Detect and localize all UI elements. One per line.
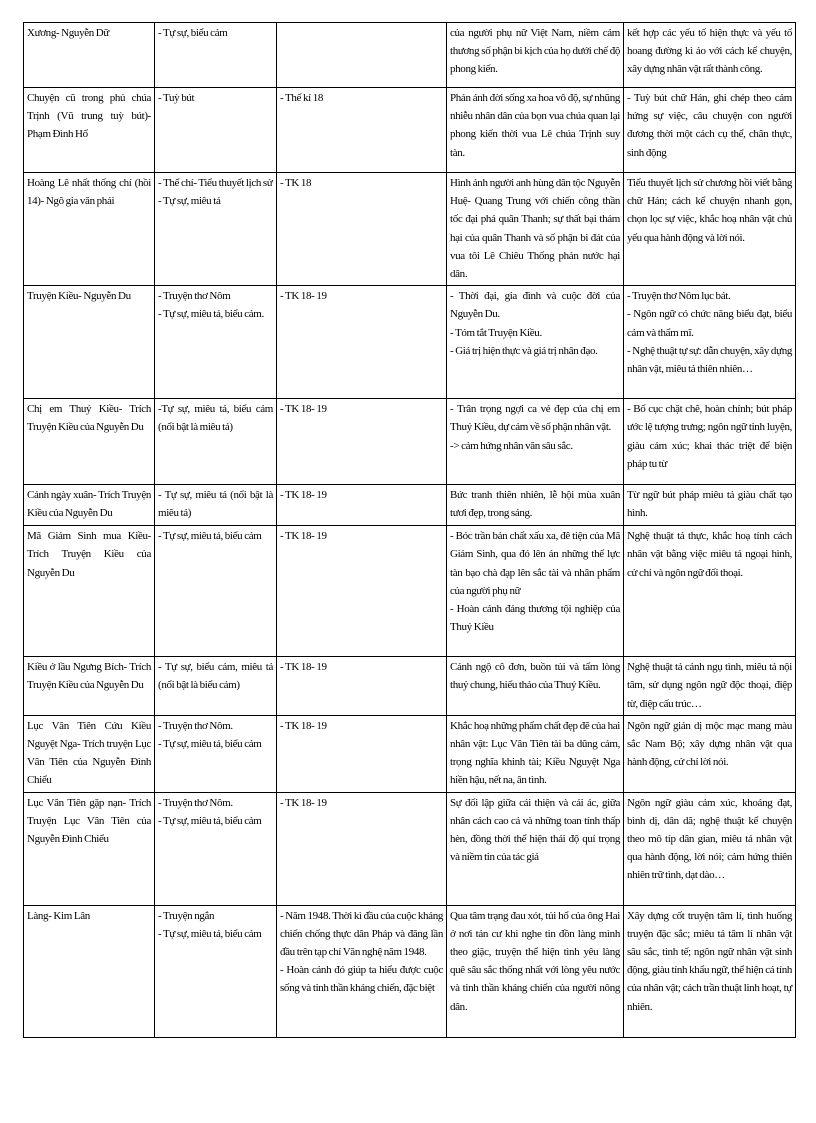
cell-text-line: - TK 18- 19 (280, 489, 327, 502)
work-title-cell (24, 905, 155, 1037)
genre-mode-cell (155, 526, 277, 657)
cell-text-line: - Tự sự, miêu tả, biểu cảm (158, 814, 262, 827)
cell-text-line: - Truyện ngắn (158, 909, 215, 922)
cell-text-line: - Tự sự, miêu tả, biểu cảm (158, 530, 262, 543)
genre-mode-cell (155, 905, 277, 1037)
work-title-cell (24, 399, 155, 485)
cell-text-line: Mã Giám Sinh mua Kiều- Trích Truyện Kiều của Nguyễn Du (27, 530, 151, 579)
content-cell (447, 23, 624, 88)
cell-text-line: Làng- Kim Lân (27, 909, 90, 922)
art-cell (624, 485, 796, 526)
cell-text-line: Ngôn ngữ giàu cảm xúc, khoáng đạt, bình dị, dân dã; nghệ thuật kể chuyện theo mô típ dân gian, miêu tả nhân vật qua hành động, lời nói; cảm hứng thiên nhiên trữ tình, dạt dào… (627, 796, 792, 882)
period-cell (277, 173, 447, 286)
cell-text-line: - Truyện thơ Nôm lục bát. (627, 290, 731, 303)
genre-mode-cell (155, 657, 277, 716)
content-cell (447, 715, 624, 792)
table-row (24, 792, 796, 905)
art-cell (624, 526, 796, 657)
cell-text-line: - TK 18- 19 (280, 403, 327, 416)
genre-mode-cell (155, 88, 277, 173)
art-cell (624, 657, 796, 716)
work-title-cell (24, 657, 155, 716)
work-title-cell (24, 88, 155, 173)
cell-text-line: - Truyện thơ Nôm. (158, 719, 233, 732)
cell-text-line: Tiểu thuyết lịch sử chương hồi viết bằng chữ Hán; cách kể chuyện nhanh gọn, chọn lọc sự việc, khắc hoạ nhân vật chủ yếu qua hành động và lời nói. (627, 177, 792, 244)
cell-text-line: - TK 18- 19 (280, 290, 327, 303)
content-cell (447, 657, 624, 716)
cell-text-line: Cảnh ngộ cô đơn, buồn tủi và tấm lòng thuỷ chung, hiếu thảo của Thuý Kiều. (450, 661, 620, 692)
cell-text-line: - TK 18- 19 (280, 661, 327, 674)
genre-mode-cell (155, 173, 277, 286)
content-cell (447, 905, 624, 1037)
cell-text-line: - Trân trọng ngợi ca vẻ đẹp của chị em Thuý Kiều, dự cảm về số phận nhân vật. (450, 403, 620, 434)
content-cell (447, 485, 624, 526)
period-cell (277, 905, 447, 1037)
genre-mode-cell (155, 485, 277, 526)
cell-text-line: - Thể chí- Tiểu thuyết lịch sử (158, 177, 273, 189)
cell-text-line: Chuyện cũ trong phủ chúa Trịnh (Vũ trung tuỳ bút)- Phạm Đình Hổ (27, 92, 151, 141)
cell-text-line: - Tự sự, miêu tả, biểu cảm (158, 738, 262, 751)
period-cell (277, 286, 447, 399)
table-row (24, 286, 796, 399)
art-cell (624, 792, 796, 905)
cell-text-line: - Thế kỉ 18 (280, 92, 324, 104)
cell-text-line: -> cảm hứng nhân văn sâu sắc. (450, 439, 573, 452)
cell-text-line: - Tóm tắt Truyện Kiều. (450, 326, 542, 339)
table-body (24, 23, 796, 1038)
cell-text-line: - Tự sự, biểu cảm, miêu tả (nổi bật là biểu cảm) (158, 661, 273, 692)
cell-text-line: Nghệ thuật tả thực, khắc hoạ tính cách nhân vật bằng việc miêu tả ngoại hình, cử chỉ và ngôn ngữ đối thoại. (627, 530, 792, 579)
cell-text-line: - TK 18 (280, 177, 312, 189)
table-row (24, 485, 796, 526)
cell-text-line: - Bố cục chặt chẽ, hoàn chỉnh; bút pháp ước lệ tượng trưng; ngôn ngữ tinh luyện, giàu cảm xúc; khai thác triệt để biện pháp tu từ (627, 403, 792, 470)
table-row (24, 23, 796, 88)
cell-text-line: Sự đối lập giữa cái thiện và cái ác, giữa nhân cách cao cả và những toan tính thấp hèn, đồng thời thể hiện thái độ quí trọng và niềm tin của tác giả (450, 796, 620, 864)
literature-summary-table (23, 22, 796, 1038)
genre-mode-cell (155, 23, 277, 88)
cell-text-line: - Tuỳ bút (158, 92, 195, 104)
cell-text-line: - Tự sự, biểu cảm (158, 27, 228, 39)
cell-text-line: - Ngôn ngữ có chức năng biểu đạt, biểu cảm và thẩm mĩ. (627, 308, 792, 339)
cell-text-line: - Truyện thơ Nôm (158, 290, 231, 303)
cell-text-line: -Tự sự, miêu tả, biểu cảm (nổi bật là miêu tả) (158, 403, 273, 434)
cell-text-line: Khắc hoạ những phẩm chất đẹp đẽ của hai nhân vật: Lục Vân Tiên tài ba dũng cảm, trọng nghĩa khinh tài; Kiều Nguyệt Nga hiền hậu, nết na, ân tình. (450, 719, 620, 787)
work-title-cell (24, 715, 155, 792)
table-row (24, 657, 796, 716)
period-cell (277, 88, 447, 173)
cell-text-line: - Tự sự, miêu tả (158, 195, 221, 208)
cell-text-line: - Tuỳ bút chữ Hán, ghi chép theo cảm hứng sự việc, câu chuyện con người đương thời một cách cụ thể, chân thực, sinh động (627, 92, 792, 159)
cell-text-line: Cảnh ngày xuân- Trích Truyện Kiều của Nguyễn Du (27, 489, 151, 520)
content-cell (447, 526, 624, 657)
work-title-cell (24, 173, 155, 286)
art-cell (624, 173, 796, 286)
content-cell (447, 286, 624, 399)
cell-text-line: - TK 18- 19 (280, 530, 327, 543)
cell-text-line: Kiều ở lầu Ngưng Bích- Trích Truyện Kiều của Nguyễn Du (27, 661, 151, 692)
cell-text-line: - Tự sự, miêu tả (nổi bật là miêu tả) (158, 489, 273, 520)
genre-mode-cell (155, 715, 277, 792)
cell-text-line: Xây dựng cốt truyện tâm lí, tình huống truyện đặc sắc; miêu tả tâm lí nhân vật sâu sắc, tinh tế; ngôn ngữ nhân vật sinh động, giàu tính khẩu ngữ, thể hiện cá tính của nhân vật; cách trần thuật linh hoạt, tự nhiên. (627, 909, 792, 1013)
cell-text-line: - Thời đại, gia đình và cuộc đời của Nguyễn Du. (450, 290, 620, 321)
work-title-cell (24, 286, 155, 399)
cell-text-line: - Tự sự, miêu tả, biểu cảm. (158, 308, 264, 321)
cell-text-line: Từ ngữ bút pháp miêu tả giàu chất tạo hình. (627, 489, 792, 520)
table-row (24, 905, 796, 1037)
period-cell (277, 526, 447, 657)
content-cell (447, 399, 624, 485)
cell-text-line: Lục Vân Tiên Cứu Kiều Nguyệt Nga- Trích truyện Lục Vân Tiên của Nguyễn Đình Chiểu (27, 719, 151, 787)
cell-text-line: - Giá trị hiện thực và giá trị nhân đạo. (450, 344, 598, 357)
period-cell (277, 715, 447, 792)
table-row (24, 399, 796, 485)
cell-text-line: Hình ảnh người anh hùng dân tộc Nguyễn Huệ- Quang Trung với chiến công thần tốc đại phá quân Thanh; sự thất bại thảm hại của quân Thanh và số phận bi đát của vua tôi Lê Chiêu Thống phản nước hại dân. (450, 177, 620, 281)
art-cell (624, 88, 796, 173)
genre-mode-cell (155, 399, 277, 485)
work-title-cell (24, 526, 155, 657)
cell-text-line: - Năm 1948. Thời kì đầu của cuộc kháng chiến chống thực dân Pháp và đăng lần đầu trên tạp chí Văn nghệ năm 1948. (280, 909, 443, 959)
cell-text-line: kết hợp các yếu tố hiện thực và yếu tố hoang đường kì ảo với cách kể chuyện, xây dựng nhân vật rất thành công. (627, 27, 792, 76)
content-cell (447, 792, 624, 905)
cell-text-line: - TK 18- 19 (280, 796, 327, 809)
work-title-cell (24, 485, 155, 526)
cell-text-line: của người phụ nữ Việt Nam, niềm cảm thương số phận bi kịch của họ dưới chế độ phong kiến. (450, 27, 620, 76)
table-row (24, 526, 796, 657)
cell-text-line: - Tự sự, miêu tả, biểu cảm (158, 927, 262, 940)
art-cell (624, 23, 796, 88)
art-cell (624, 399, 796, 485)
period-cell (277, 485, 447, 526)
cell-text-line: Phản ánh đời sống xa hoa vô độ, sự nhũng nhiễu nhân dân của bọn vua chúa quan lại phong kiến thời vua Lê chúa Trịnh suy tàn. (450, 92, 620, 159)
cell-text-line: - Hoàn cảnh đáng thương tội nghiệp của Thuý Kiều (450, 603, 620, 634)
cell-text-line: - Truyện thơ Nôm. (158, 796, 233, 809)
period-cell (277, 657, 447, 716)
table-row (24, 88, 796, 173)
cell-text-line: Xương- Nguyễn Dữ (27, 27, 110, 39)
genre-mode-cell (155, 286, 277, 399)
cell-text-line: - TK 18- 19 (280, 719, 327, 732)
cell-text-line: Chị em Thuý Kiều- Trích Truyện Kiều của Nguyễn Du (27, 403, 151, 434)
table-row (24, 173, 796, 286)
content-cell (447, 88, 624, 173)
art-cell (624, 715, 796, 792)
cell-text-line: Qua tâm trạng đau xót, tủi hổ của ông Hai ở nơi tản cư khi nghe tin đồn làng mình theo giặc, truyện thể hiện tình yêu làng quê sâu sắc thống nhất với lòng yêu nước và tinh thần kháng chiến của người nông dân. (450, 909, 620, 1013)
work-title-cell (24, 23, 155, 88)
period-cell (277, 23, 447, 88)
cell-text-line: Nghệ thuật tả cảnh ngụ tình, miêu tả nội tâm, sử dụng ngôn ngữ độc thoại, điệp từ, điệp cấu trúc… (627, 661, 792, 710)
cell-text-line: - Hoàn cảnh đó giúp ta hiểu được cuộc sống và tinh thần kháng chiến, đặc biệt (280, 964, 443, 995)
table-row (24, 715, 796, 792)
period-cell (277, 399, 447, 485)
cell-text-line: Truyện Kiều- Nguyễn Du (27, 290, 131, 303)
cell-text-line: Bức tranh thiên nhiên, lễ hội mùa xuân tươi đẹp, trong sáng. (450, 489, 620, 520)
period-cell (277, 792, 447, 905)
cell-text-line: - Nghệ thuật tự sự: dẫn chuyện, xây dựng nhân vật, miêu tả thiên nhiên… (627, 344, 792, 376)
cell-text-line: Ngôn ngữ giản dị mộc mạc mang màu sắc Nam Bộ; xây dựng nhân vật qua hành động, cử chỉ lời nói. (627, 719, 792, 769)
content-cell (447, 173, 624, 286)
cell-text-line: - Bóc trần bản chất xấu xa, đê tiện của Mã Giám Sinh, qua đó lên án những thế lực tàn bạo chà đạp lên sắc tài và nhân phẩm của người phụ nữ (450, 530, 620, 597)
art-cell (624, 286, 796, 399)
work-title-cell (24, 792, 155, 905)
genre-mode-cell (155, 792, 277, 905)
cell-text-line: Lục Vân Tiên gặp nạn- Trích Truyện Lục Vân Tiên của Nguyễn Đình Chiểu (27, 796, 151, 846)
cell-text-line: Hoàng Lê nhất thống chí (hồi 14)- Ngô gia văn phái (27, 177, 151, 208)
art-cell (624, 905, 796, 1037)
